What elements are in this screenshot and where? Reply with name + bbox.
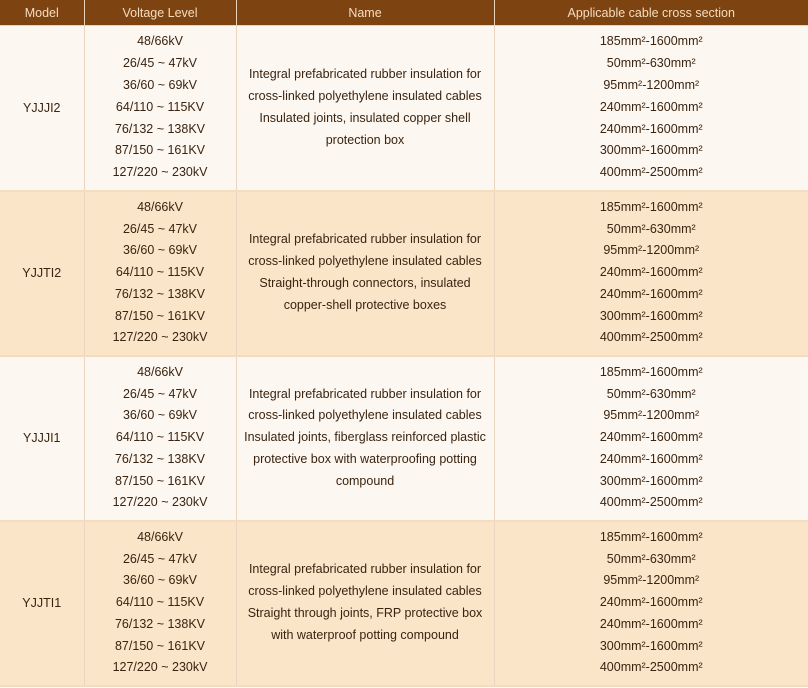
header-model: Model: [0, 0, 84, 26]
voltage-line: 87/150 ~ 161KV: [114, 473, 205, 488]
voltage-line: 36/60 ~ 69kV: [122, 408, 198, 423]
cross-section-line: 400mm²-2500mm²: [599, 495, 703, 510]
cross-section-line: 300mm²-1600mm²: [599, 638, 703, 653]
cross-section-line: 240mm²-1600mm²: [599, 595, 703, 610]
header-cross-section: Applicable cable cross section: [494, 0, 808, 26]
header-name: Name: [236, 0, 494, 26]
voltage-line: 26/45 ~ 47kV: [122, 551, 198, 566]
voltage-line: 48/66kV: [137, 34, 183, 49]
cross-section-line: 185mm²-1600mm²: [599, 364, 703, 379]
table-row: [0, 521, 808, 686]
cross-section-line: 400mm²-2500mm²: [599, 165, 703, 180]
cross-section-line: 240mm²-1600mm²: [599, 430, 703, 445]
cross-section-line: 300mm²-1600mm²: [599, 308, 703, 323]
cross-section-line: 50mm²-630mm²: [606, 221, 696, 236]
model-cell: YJJJI2: [0, 26, 84, 191]
name-cell: [236, 521, 494, 686]
cross-section-line: 240mm²-1600mm²: [599, 286, 703, 301]
cross-section-line: 95mm²-1200mm²: [603, 408, 700, 423]
name-line: Insulated joints, fiberglass reinforced plastic: [244, 430, 486, 445]
model-cell: YJJJI1: [0, 356, 84, 521]
name-line: cross-linked polyethylene insulated cables: [248, 408, 482, 423]
cross-section-cell: [494, 521, 808, 686]
voltage-line: 48/66kV: [137, 529, 183, 544]
cross-section-cell: [494, 191, 808, 356]
cross-section-line: 95mm²-1200mm²: [603, 573, 700, 588]
name-line: cross-linked polyethylene insulated cables: [248, 88, 482, 103]
cross-section-line: 185mm²-1600mm²: [599, 199, 703, 214]
name-cell: [236, 26, 494, 191]
voltage-line: 127/220 ~ 230kV: [112, 330, 208, 345]
voltage-line: 36/60 ~ 69kV: [122, 243, 198, 258]
name-line: Straight through joints, FRP protective box: [247, 606, 483, 620]
name-line: Integral prefabricated rubber insulation for: [248, 386, 482, 401]
name-line: Integral prefabricated rubber insulation for: [248, 67, 482, 82]
voltage-line: 36/60 ~ 69kV: [122, 78, 198, 93]
cross-section-line: 50mm²-630mm²: [606, 386, 696, 401]
voltage-line: 127/220 ~ 230kV: [112, 165, 208, 180]
cross-section-line: 50mm²-630mm²: [606, 56, 696, 71]
name-line: Insulated joints, insulated copper shell: [259, 110, 471, 125]
voltage-line: 127/220 ~ 230kV: [112, 495, 208, 510]
cross-section-line: 185mm²-1600mm²: [599, 529, 703, 544]
voltage-cell: [84, 521, 236, 686]
voltage-line: 76/132 ~ 138KV: [114, 616, 205, 631]
name-line: compound: [335, 473, 395, 488]
voltage-line: 36/60 ~ 69kV: [122, 573, 198, 588]
cross-section-line: 95mm²-1200mm²: [603, 243, 700, 258]
voltage-line: 26/45 ~ 47kV: [122, 386, 198, 401]
voltage-line: 26/45 ~ 47kV: [122, 56, 198, 71]
cross-section-line: 240mm²-1600mm²: [599, 451, 703, 466]
name-line: Straight-through connectors, insulated: [259, 276, 471, 290]
cross-section-line: 300mm²-1600mm²: [599, 143, 703, 158]
voltage-cell: [84, 26, 236, 191]
model-cell: YJJTI1: [0, 521, 84, 686]
voltage-line: 26/45 ~ 47kV: [122, 221, 198, 236]
voltage-line: 64/110 ~ 115KV: [115, 430, 205, 445]
cross-section-line: 240mm²-1600mm²: [599, 99, 703, 114]
voltage-cell: [84, 191, 236, 356]
voltage-line: 76/132 ~ 138KV: [114, 121, 205, 136]
cross-section-cell: [494, 26, 808, 191]
cross-section-line: 240mm²-1600mm²: [599, 121, 703, 136]
name-line: cross-linked polyethylene insulated cables: [248, 254, 482, 269]
voltage-line: 76/132 ~ 138KV: [114, 451, 205, 466]
voltage-line: 87/150 ~ 161KV: [114, 638, 205, 653]
voltage-line: 48/66kV: [137, 364, 183, 379]
cross-section-line: 400mm²-2500mm²: [599, 660, 703, 675]
model-cell: YJJTI2: [0, 191, 84, 356]
table-row: [0, 191, 808, 356]
voltage-line: 76/132 ~ 138KV: [114, 286, 205, 301]
table-row: [0, 356, 808, 521]
cross-section-line: 185mm²-1600mm²: [599, 34, 703, 49]
cross-section-line: 300mm²-1600mm²: [599, 473, 703, 488]
name-line: protective box with waterproofing potting: [253, 451, 477, 466]
cross-section-line: 95mm²-1200mm²: [603, 78, 700, 93]
name-line: with waterproof potting compound: [271, 627, 459, 642]
header-voltage: Voltage Level: [84, 0, 236, 26]
voltage-line: 87/150 ~ 161KV: [114, 143, 205, 158]
voltage-line: 127/220 ~ 230kV: [112, 660, 208, 675]
cross-section-cell: [494, 356, 808, 521]
name-line: copper-shell protective boxes: [283, 297, 447, 312]
table-row: [0, 26, 808, 191]
cross-section-line: 240mm²-1600mm²: [599, 616, 703, 631]
name-line: Integral prefabricated rubber insulation for: [248, 562, 482, 577]
cross-section-line: 50mm²-630mm²: [606, 551, 696, 566]
cross-section-line: 400mm²-2500mm²: [599, 330, 703, 345]
voltage-line: 64/110 ~ 115KV: [115, 99, 205, 114]
name-cell: [236, 356, 494, 521]
name-line: protection box: [325, 132, 405, 147]
voltage-line: 87/150 ~ 161KV: [114, 308, 205, 323]
header-row: [0, 0, 808, 26]
voltage-line: 64/110 ~ 115KV: [115, 595, 205, 610]
name-line: Integral prefabricated rubber insulation for: [248, 232, 482, 247]
name-cell: [236, 191, 494, 356]
voltage-line: 64/110 ~ 115KV: [115, 265, 205, 280]
cross-section-line: 240mm²-1600mm²: [599, 265, 703, 280]
voltage-line: 48/66kV: [137, 199, 183, 214]
name-line: cross-linked polyethylene insulated cables: [248, 584, 482, 599]
voltage-cell: [84, 356, 236, 521]
